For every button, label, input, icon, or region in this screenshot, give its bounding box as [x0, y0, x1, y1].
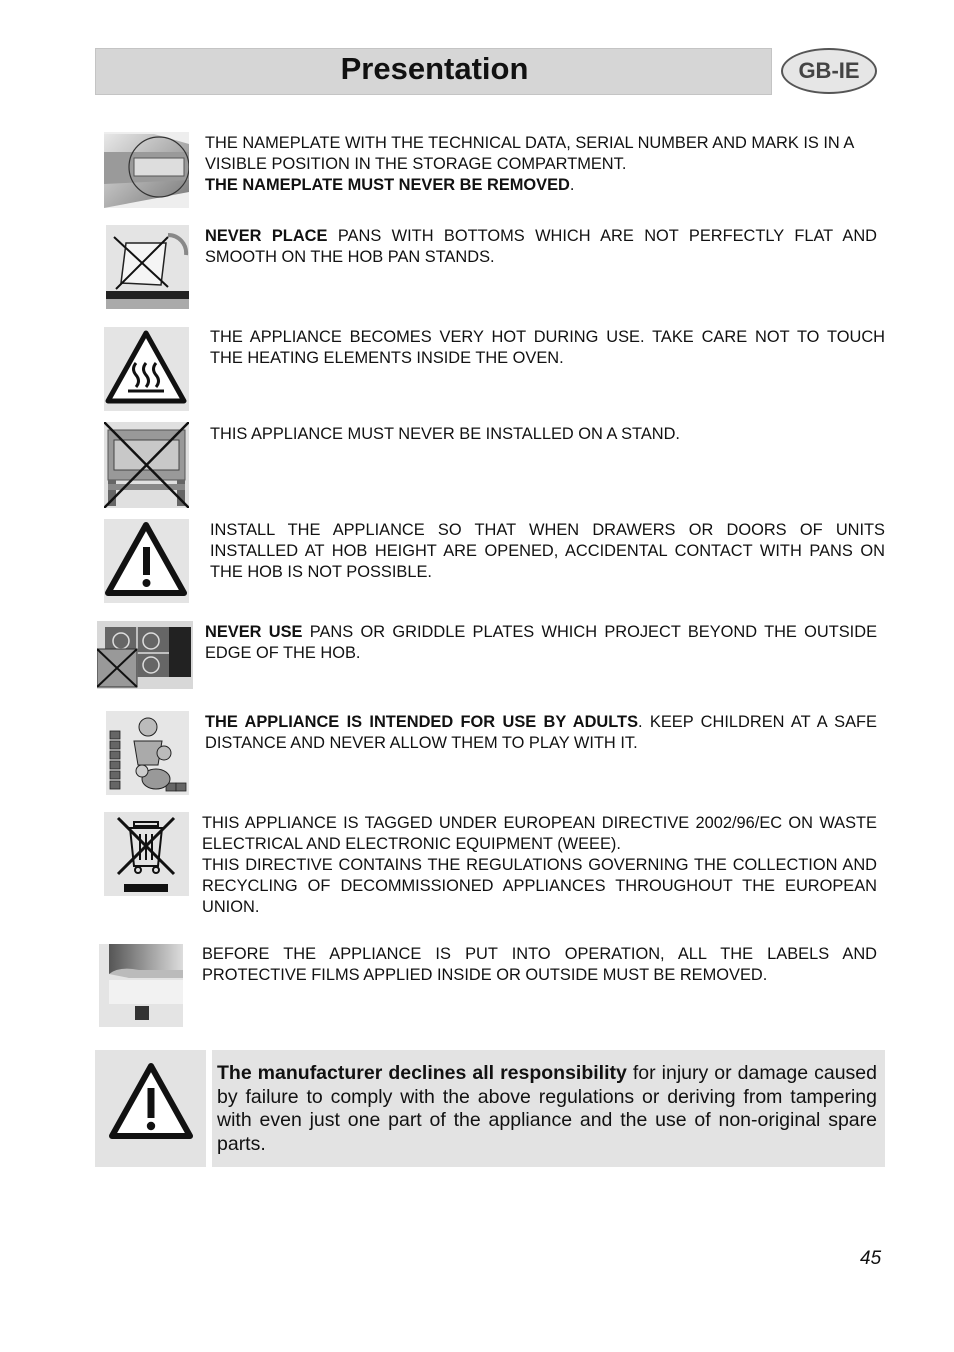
item-body: INSTALL THE APPLIANCE SO THAT WHEN DRAWERS OR DOORS OF UNITS INSTALLED AT HOB HEIGHT ARE OPENED, ACCIDENTAL CONTACT WITH PANS ON THE HOB IS NOT POSSIBLE. [210, 521, 885, 581]
page-number: 45 [860, 1248, 882, 1269]
item-text [210, 327, 885, 369]
item-emphasis: THE NAMEPLATE MUST NEVER BE REMOVED [205, 176, 570, 194]
disclaimer-text [217, 1062, 877, 1156]
item-body: BEFORE THE APPLIANCE IS PUT INTO OPERATION, ALL THE LABELS AND PROTECTIVE FILMS APPLIED INSIDE OR OUTSIDE MUST BE REMOVED. [202, 945, 877, 984]
item-text [205, 226, 877, 268]
item-body: THE APPLIANCE BECOMES VERY HOT DURING USE. TAKE CARE NOT TO TOUCH THE HEATING ELEMENTS INSIDE THE OVEN. [210, 328, 885, 367]
weee-crossed-bin-icon [104, 812, 189, 896]
protective-film-peel-icon [99, 944, 183, 1027]
page-title: Presentation [340, 51, 529, 86]
item-body: PANS OR GRIDDLE PLATES WHICH PROJECT BEYOND THE OUTSIDE EDGE OF THE HOB. [205, 623, 878, 662]
language-badge: GB-IE [781, 48, 877, 94]
item-text [205, 712, 877, 754]
item-body: THE NAMEPLATE WITH THE TECHNICAL DATA, SERIAL NUMBER AND MARK IS IN A VISIBLE POSITION IN THE STORAGE COMPARTMENT. [205, 134, 854, 173]
general-warning-icon [106, 1060, 196, 1146]
item-emphasis: NEVER USE [205, 623, 303, 641]
uneven-pan-crossed-icon [106, 225, 189, 309]
appliance-on-stand-crossed-icon [104, 422, 189, 508]
nameplate-compartment-icon [104, 132, 189, 208]
children-icon [106, 711, 189, 795]
item-emphasis: NEVER PLACE [205, 227, 328, 245]
item-text [210, 520, 885, 583]
item-body: THIS APPLIANCE MUST NEVER BE INSTALLED ON A STAND. [210, 425, 680, 443]
item-emphasis: THE APPLIANCE IS INTENDED FOR USE BY ADULTS [205, 713, 638, 731]
item-body-2: THIS DIRECTIVE CONTAINS THE REGULATIONS GOVERNING THE COLLECTION AND RECYCLING OF DECOMMISSIONED APPLIANCES THROUGHOUT THE EUROPEAN UNION. [202, 856, 877, 916]
disclaimer-body: for injury or damage caused by failure to comply with the above regulations or deriving from tampering with even just one part of the appliance and the use of non-original spare parts. [217, 1062, 877, 1155]
general-warning-icon [104, 519, 189, 603]
item-text [210, 424, 885, 445]
item-tail: . [569, 176, 575, 194]
item-body: THIS APPLIANCE IS TAGGED UNDER EUROPEAN DIRECTIVE 2002/96/EC ON WASTE ELECTRICAL AND ELECTRONIC EQUIPMENT (WEEE). [202, 814, 877, 853]
item-text [205, 622, 877, 664]
item-text [202, 813, 877, 918]
header-bar [95, 48, 772, 95]
item-body: PANS WITH BOTTOMS WHICH ARE NOT PERFECTLY FLAT AND SMOOTH ON THE HOB PAN STANDS. [205, 227, 878, 266]
item-text [202, 944, 877, 986]
oversized-pan-crossed-icon [97, 621, 193, 689]
disclaimer-icon-panel [95, 1050, 206, 1167]
item-text [205, 133, 877, 196]
item-body: . KEEP CHILDREN AT A SAFE DISTANCE AND NEVER ALLOW THEM TO PLAY WITH IT. [205, 713, 877, 752]
disclaimer-emphasis: The manufacturer declines all responsibility [217, 1062, 627, 1084]
hot-surface-warning-icon [104, 327, 189, 411]
